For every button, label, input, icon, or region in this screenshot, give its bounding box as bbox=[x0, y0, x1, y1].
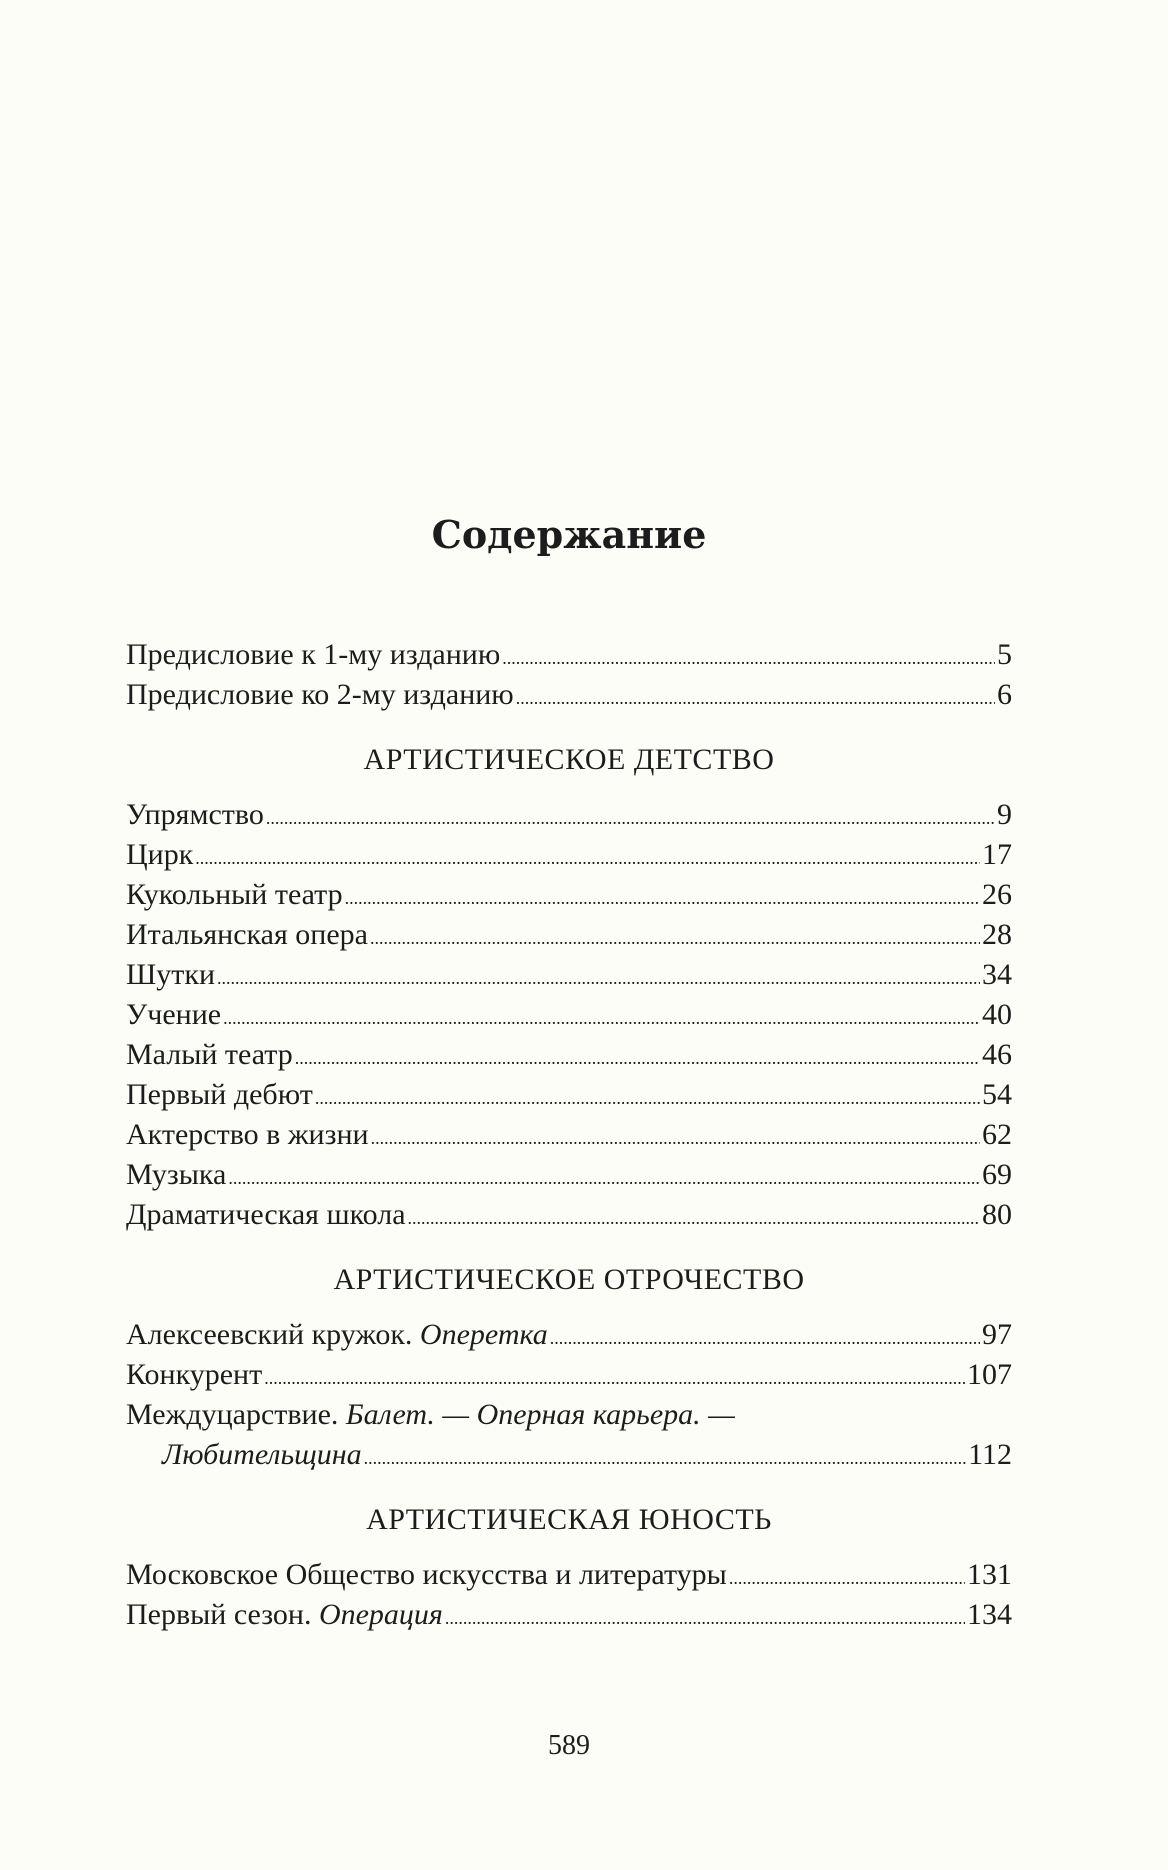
toc-entry[interactable] bbox=[126, 1035, 1012, 1075]
toc-entry-page: 26 bbox=[982, 878, 1012, 911]
toc-entry-multiline[interactable] bbox=[126, 1395, 1012, 1435]
toc-entry-italic: Любительщина bbox=[162, 1438, 362, 1471]
toc-entry-label: Шутки bbox=[126, 958, 216, 991]
dot-leader bbox=[345, 875, 980, 918]
dot-leader bbox=[371, 1115, 980, 1158]
dot-leader bbox=[364, 1435, 966, 1478]
toc-entry-label: Московское Общество искусства и литературы bbox=[126, 1558, 727, 1591]
toc-entry[interactable] bbox=[126, 835, 1012, 875]
dot-leader bbox=[502, 635, 995, 678]
toc-entry-page: 34 bbox=[982, 958, 1012, 991]
dot-leader bbox=[217, 955, 980, 998]
toc-entry-page: 107 bbox=[967, 1358, 1012, 1391]
dot-leader bbox=[445, 1595, 965, 1638]
table-of-contents bbox=[126, 635, 1012, 1635]
toc-entry-page: 28 bbox=[982, 918, 1012, 951]
dot-leader bbox=[729, 1555, 965, 1598]
toc-entry-italic: Операция bbox=[318, 1598, 443, 1631]
toc-entry-page: 5 bbox=[997, 638, 1012, 671]
toc-entry-label: Актерство в жизни bbox=[126, 1118, 369, 1151]
toc-entry-label: Музыка bbox=[126, 1158, 227, 1191]
dot-leader bbox=[408, 1195, 980, 1238]
toc-entry[interactable] bbox=[126, 995, 1012, 1035]
section-heading-adolescence: АРТИСТИЧЕСКОЕ ОТРОЧЕСТВО bbox=[333, 1263, 805, 1296]
toc-entry-label: Конкурент bbox=[126, 1358, 263, 1391]
dot-leader bbox=[370, 915, 980, 958]
toc-entry-label: Первый сезон. Операция bbox=[126, 1598, 443, 1631]
dot-leader bbox=[295, 1035, 980, 1078]
toc-entry-label: Драматическая школа bbox=[126, 1198, 406, 1231]
dot-leader bbox=[550, 1315, 980, 1358]
toc-entry[interactable] bbox=[126, 1155, 1012, 1195]
toc-entry-label: Предисловие к 1-му изданию bbox=[126, 638, 501, 671]
toc-entry[interactable] bbox=[126, 1595, 1012, 1635]
section-heading-youth: АРТИСТИЧЕСКАЯ ЮНОСТЬ bbox=[366, 1503, 772, 1536]
toc-entry-page: 9 bbox=[997, 798, 1012, 831]
toc-entry-label: Итальянская опера bbox=[126, 918, 368, 951]
toc-entry-page: 54 bbox=[982, 1078, 1012, 1111]
toc-entry-preface-2[interactable] bbox=[126, 675, 1012, 715]
toc-entry[interactable] bbox=[126, 915, 1012, 955]
toc-entry[interactable] bbox=[126, 1075, 1012, 1115]
toc-entry-label: Учение bbox=[126, 998, 222, 1031]
toc-entry-page: 62 bbox=[982, 1118, 1012, 1151]
toc-entry-italic: Балет. — Оперная карьера. — bbox=[345, 1398, 735, 1431]
dot-leader bbox=[264, 1355, 965, 1398]
toc-entry-label: Кукольный театр bbox=[126, 878, 343, 911]
dot-leader bbox=[223, 995, 980, 1038]
toc-entry-italic: Оперетка bbox=[419, 1318, 548, 1351]
toc-entry-page: 6 bbox=[997, 678, 1012, 711]
toc-entry-page: 17 bbox=[982, 838, 1012, 871]
toc-entry-label: Алексеевский кружок. Оперетка bbox=[126, 1318, 548, 1351]
dot-leader bbox=[266, 795, 995, 838]
toc-entry-label: Междуцарствие. Балет. — Оперная карьера. — bbox=[126, 1398, 735, 1431]
toc-entry[interactable] bbox=[126, 875, 1012, 915]
section-heading-childhood: АРТИСТИЧЕСКОЕ ДЕТСТВО bbox=[363, 743, 775, 776]
toc-entry-label: Предисловие ко 2-му изданию bbox=[126, 678, 514, 711]
toc-entry-label: Упрямство bbox=[126, 798, 264, 831]
toc-entry-label: Цирк bbox=[126, 838, 194, 871]
toc-entry[interactable] bbox=[126, 1195, 1012, 1235]
toc-entry-page: 112 bbox=[968, 1438, 1012, 1471]
dot-leader bbox=[228, 1155, 980, 1198]
toc-entry-label: Первый дебют bbox=[126, 1078, 313, 1111]
toc-entry[interactable] bbox=[126, 1115, 1012, 1155]
toc-entry[interactable] bbox=[126, 1315, 1012, 1355]
dot-leader bbox=[315, 1075, 980, 1118]
toc-entry-continuation[interactable] bbox=[126, 1435, 1012, 1475]
dot-leader bbox=[195, 835, 980, 878]
toc-entry-page: 40 bbox=[982, 998, 1012, 1031]
toc-entry-page: 80 bbox=[982, 1198, 1012, 1231]
toc-entry-preface-1[interactable] bbox=[126, 635, 1012, 675]
toc-entry-page: 131 bbox=[967, 1558, 1012, 1591]
toc-entry[interactable] bbox=[126, 795, 1012, 835]
toc-entry-page: 97 bbox=[982, 1318, 1012, 1351]
toc-entry-page: 69 bbox=[982, 1158, 1012, 1191]
toc-entry[interactable] bbox=[126, 955, 1012, 995]
toc-entry-page: 134 bbox=[967, 1598, 1012, 1631]
toc-entry[interactable] bbox=[126, 1555, 1012, 1595]
toc-entry-label: Малый театр bbox=[126, 1038, 293, 1071]
dot-leader bbox=[516, 675, 995, 718]
toc-entry-page: 46 bbox=[982, 1038, 1012, 1071]
page-title: Содержание bbox=[431, 512, 707, 557]
toc-entry[interactable] bbox=[126, 1355, 1012, 1395]
book-page bbox=[126, 0, 1012, 1870]
page-number: 589 bbox=[548, 1730, 590, 1761]
